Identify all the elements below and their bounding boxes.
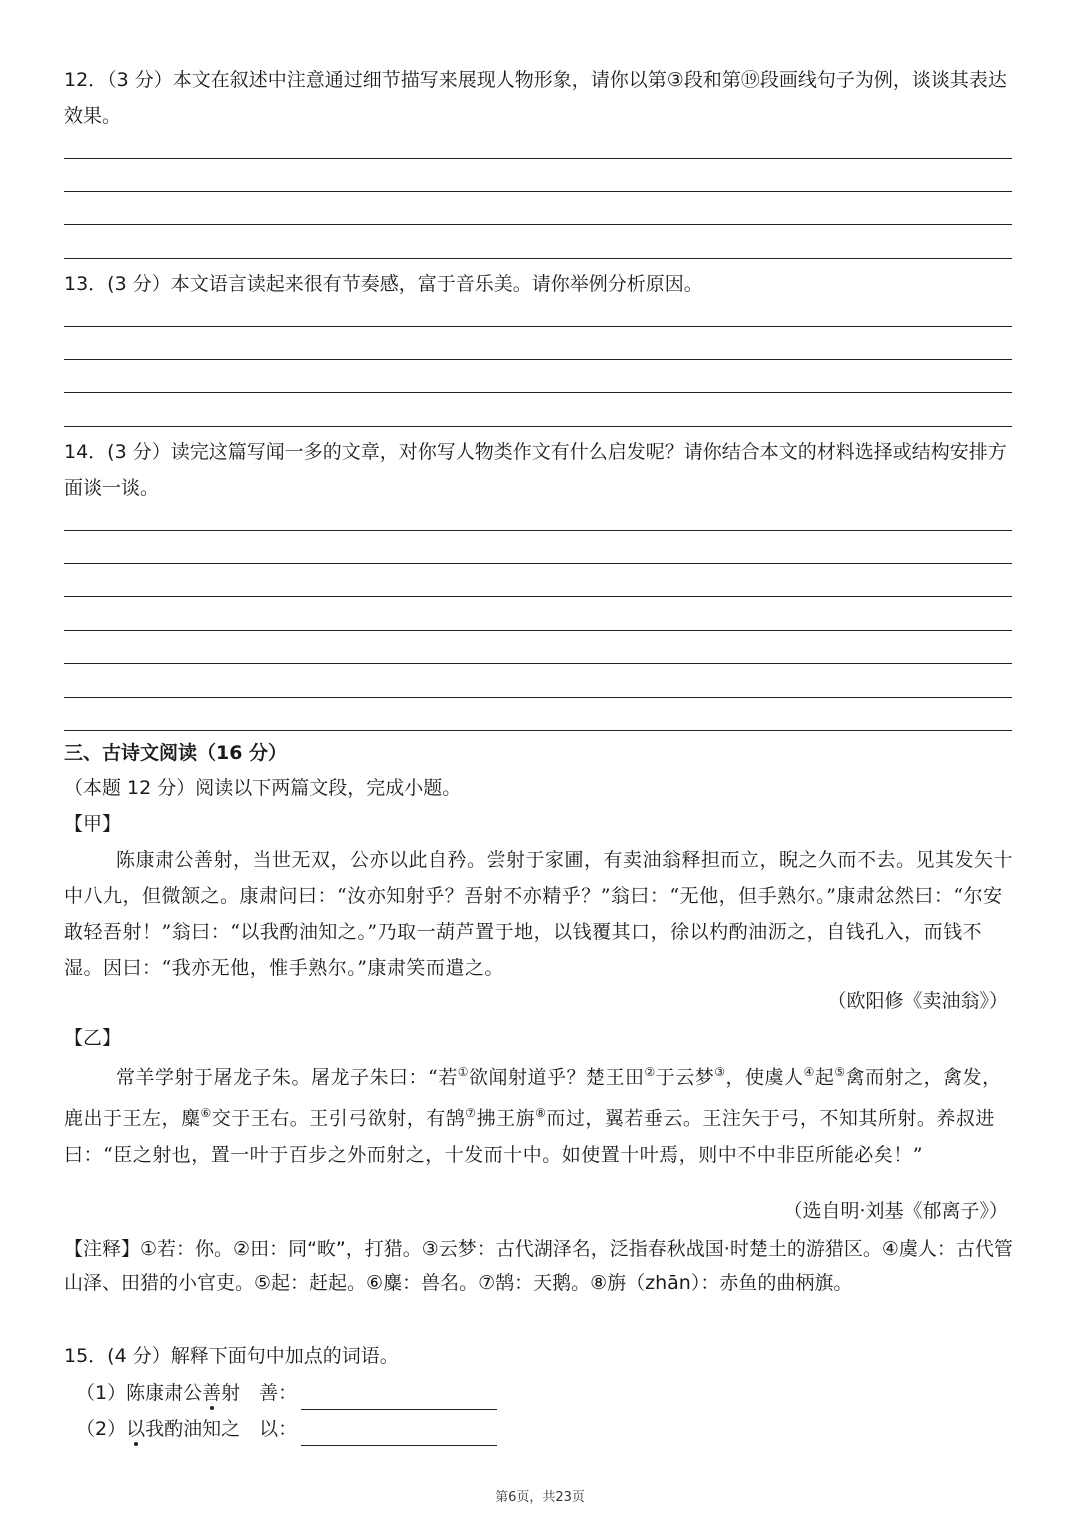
note-marker: ⑦ <box>465 1106 477 1121</box>
passage-jia-source: （欧阳修《卖油翁》） <box>827 990 1008 1012</box>
item-text: 陈康肃公 <box>126 1382 203 1404</box>
note-marker: ⑥ <box>200 1106 212 1121</box>
answer-line[interactable] <box>64 697 1012 698</box>
note-marker: ③ <box>714 1065 726 1079</box>
answer-line[interactable] <box>64 258 1012 259</box>
dotted-word: 善 <box>202 1382 222 1404</box>
item-text: 射 善： <box>221 1382 298 1404</box>
q15-item-1 <box>76 1376 497 1410</box>
passage-yi-text: 交于王右。王引弓欲射，有鹄 <box>211 1107 466 1130</box>
answer-line[interactable] <box>64 359 1012 360</box>
item-number: （2） <box>76 1418 127 1440</box>
note-marker: ④ <box>803 1065 815 1079</box>
answer-line[interactable] <box>64 596 1012 597</box>
passage-jia: 陈康肃公善射，当世无双，公亦以此自矜。尝射于家圃，有卖油翁释担而立，睨之久而不去。见其发矢十中八九，但微颔之。康肃问曰：“汝亦知射乎？吾射不亦精乎？”翁曰：“无他，但手熟尔。”康肃忿然曰：“尔安敢轻吾射！”翁曰：“以我酌油知之。”乃取一葫芦置于地，以钱覆其口，徐以杓酌油沥之，自钱孔入，而钱不湿。因曰：“我亦无他，惟手熟尔。”康肃笑而遣之。 <box>64 849 1014 979</box>
passage-jia-label: 【甲】 <box>64 813 122 835</box>
question-14: 14．(3 分）读完这篇写闻一多的文章，对你写人物类作文有什么启发呢？请你结合本文的材料选择或结构安排方面谈一谈。 <box>64 441 1007 499</box>
answer-line[interactable] <box>64 158 1012 159</box>
note-marker: ① <box>457 1065 469 1079</box>
answer-line[interactable] <box>64 426 1012 427</box>
q15-item-2 <box>76 1412 497 1446</box>
passage-yi-text: 欲闻射道乎？楚王田 <box>468 1066 645 1089</box>
page-number: 第6页，共23页 <box>495 1490 585 1505</box>
dotted-word: 以 <box>126 1418 146 1440</box>
item-number: （1） <box>76 1382 127 1404</box>
answer-line[interactable] <box>64 224 1012 225</box>
passage-yi-text: 拂王旃 <box>476 1107 536 1130</box>
answer-line[interactable] <box>64 326 1012 327</box>
passage-yi-text: 禽而射之，禽发，鹿出于王左，麋 <box>64 1066 1002 1130</box>
answer-line[interactable] <box>64 563 1012 564</box>
answer-line[interactable] <box>64 191 1012 192</box>
passage-yi-label: 【乙】 <box>64 1027 122 1049</box>
question-15: 15．(4 分）解释下面句中加点的词语。 <box>64 1345 399 1367</box>
question-13: 13．(3 分）本文语言读起来很有节奏感，富于音乐美。请你举例分析原因。 <box>64 273 703 295</box>
item-text: 我酌油知之 以： <box>145 1418 298 1440</box>
answer-blank-2[interactable] <box>301 1419 497 1446</box>
note-marker: ② <box>644 1065 656 1079</box>
passage-yi-text: 起 <box>814 1066 835 1089</box>
question-12: 12．（3 分）本文在叙述中注意通过细节描写来展现人物形象，请你以第③段和第⑲段画线句子为例，谈谈其表达效果。 <box>64 69 1007 127</box>
passage-yi-source: （选自明·刘基《郁离子》） <box>783 1200 1008 1222</box>
note-marker: ⑧ <box>535 1106 547 1121</box>
note-marker: ⑤ <box>834 1065 846 1079</box>
passage-yi <box>64 1054 1014 1173</box>
answer-line[interactable] <box>64 392 1012 393</box>
passage-yi-text: ，使虞人 <box>725 1066 804 1089</box>
section-heading: 三、古诗文阅读（16 分） <box>64 742 288 764</box>
annotations: 【注释】①若：你。②田：同“畋”，打猎。③云梦：古代湖泽名，泛指春秋战国·时楚土的游猎区。④虞人：古代管山泽、田猎的小官吏。⑤起：赶起。⑥麋：兽名。⑦鹄：天鹅。⑧旃（zhān）：赤鱼的曲柄旗。 <box>64 1238 1013 1294</box>
section-intro: （本题 12 分）阅读以下两篇文段，完成小题。 <box>64 777 462 799</box>
passage-yi-text: 于云梦 <box>655 1066 715 1089</box>
answer-blank-1[interactable] <box>301 1383 497 1410</box>
passage-yi-text: 常羊学射于屠龙子朱。屠龙子朱曰：“若 <box>116 1066 458 1089</box>
passage-yi-text: 而过，翼若垂云。王注矢于弓，不知其所射。养叔进曰：“臣之射也，置一叶于百步之外而射之，十发而十中。如使置十叶焉，则中不中非臣所能必矣！” <box>64 1107 995 1166</box>
answer-line[interactable] <box>64 730 1012 731</box>
answer-line[interactable] <box>64 530 1012 531</box>
answer-line[interactable] <box>64 663 1012 664</box>
answer-line[interactable] <box>64 630 1012 631</box>
